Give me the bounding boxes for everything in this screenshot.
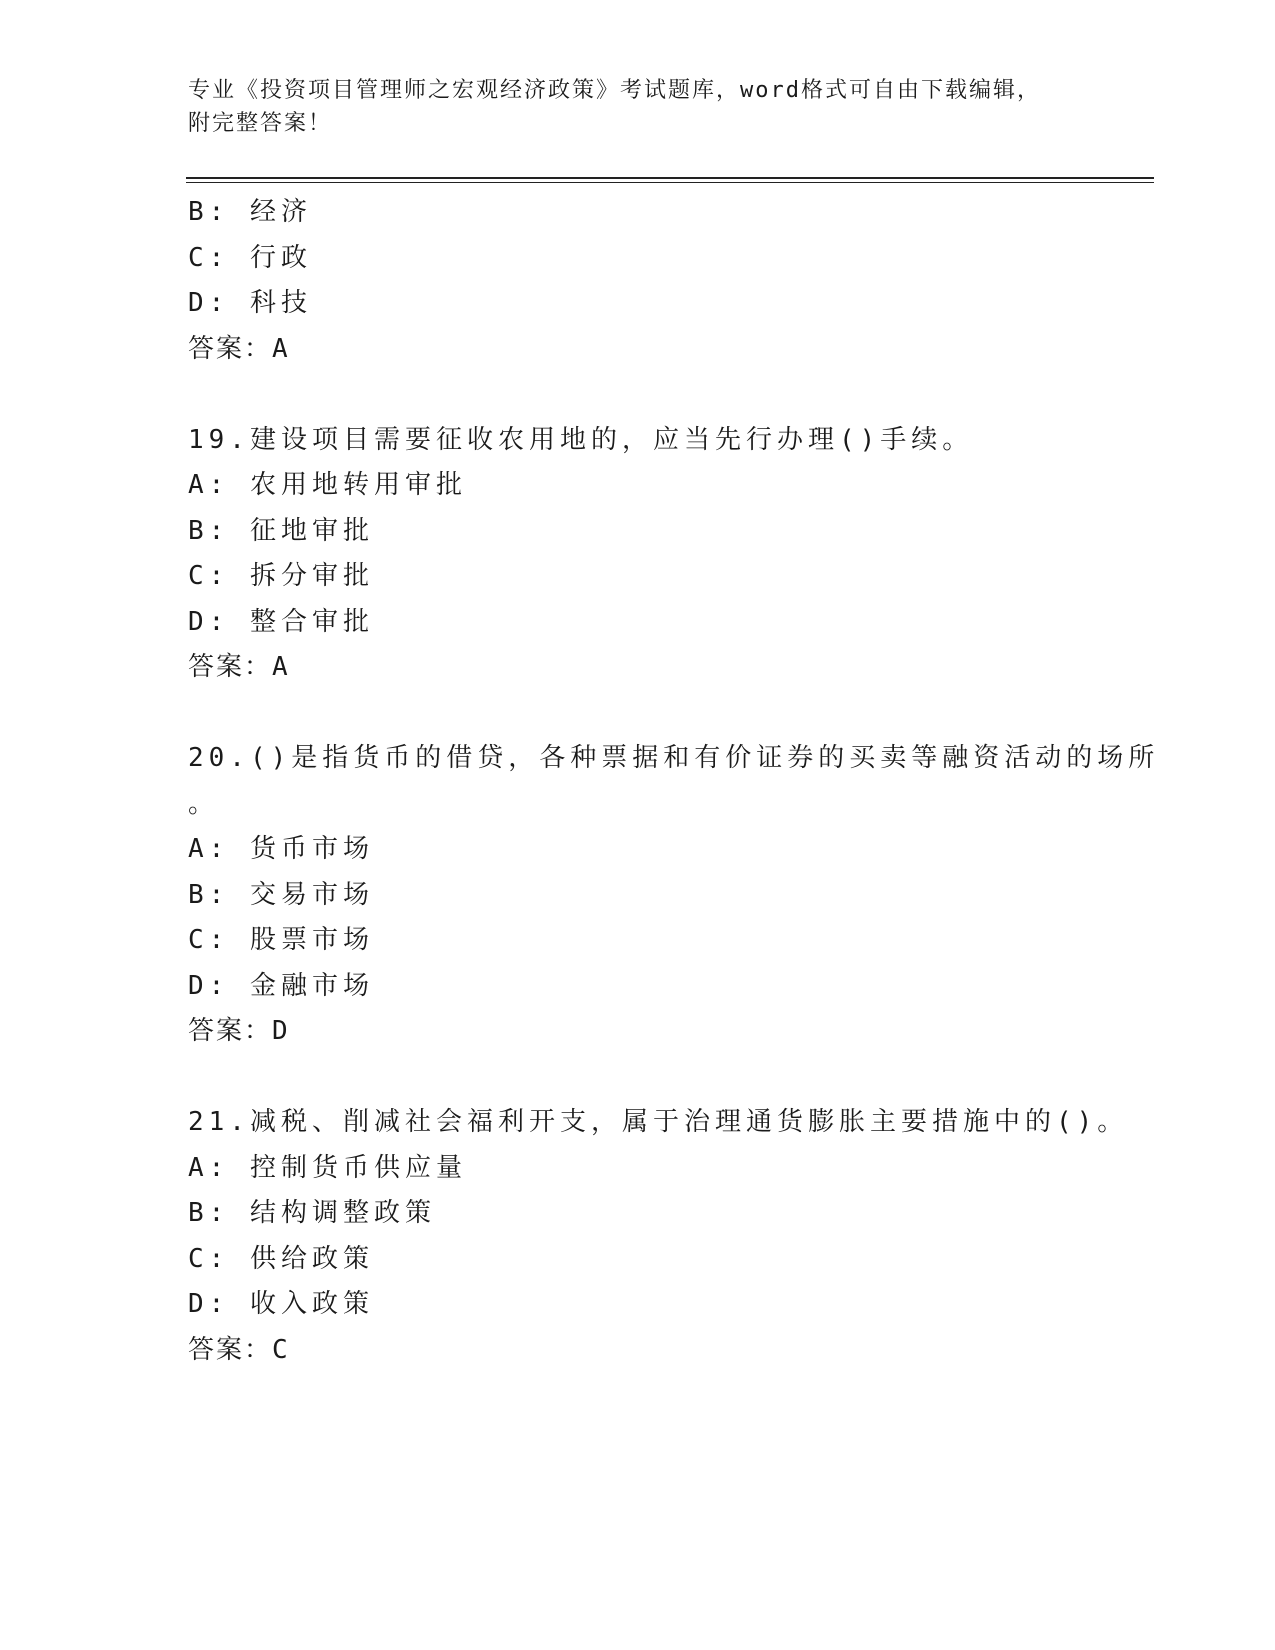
header-rule-thick <box>186 177 1154 179</box>
spacer <box>188 691 1088 737</box>
option-d: D: 收入政策 <box>188 1289 374 1319</box>
question-block-19 <box>188 418 1088 691</box>
answer-line: 答案：A <box>188 652 290 682</box>
option-d: D: 科技 <box>188 288 312 318</box>
option-b: B: 结构调整政策 <box>188 1198 436 1228</box>
option-c: C: 股票市场 <box>188 925 374 955</box>
option-b: B: 经济 <box>188 197 312 227</box>
question-block-20 <box>188 736 1160 1055</box>
option-b: B: 征地审批 <box>188 515 374 546</box>
header-rule-thin <box>186 182 1154 183</box>
prev-question-block <box>188 190 1088 372</box>
answer-line: 答案：C <box>188 1334 290 1365</box>
answer-line: 答案：A <box>188 333 290 364</box>
question-body <box>188 190 1160 1373</box>
question-stem: 21.减税、削减社会福利开支，属于治理通货膨胀主要措施中的()。 <box>188 1107 1129 1137</box>
option-a: A: 货币市场 <box>188 834 374 864</box>
option-c: C: 拆分审批 <box>188 561 374 591</box>
question-block-21 <box>188 1100 1129 1373</box>
option-a: A: 农用地转用审批 <box>188 470 467 500</box>
question-stem-continued: 。 <box>188 788 220 819</box>
option-c: C: 供给政策 <box>188 1243 374 1274</box>
option-c: C: 行政 <box>188 242 312 273</box>
option-d: D: 整合审批 <box>188 606 374 637</box>
question-stem: 20.()是指货币的借贷，各种票据和有价证券的买卖等融资活动的场所 <box>188 743 1160 773</box>
option-d: D: 金融市场 <box>188 970 374 1001</box>
option-a: A: 控制货币供应量 <box>188 1152 467 1183</box>
option-b: B: 交易市场 <box>188 879 374 910</box>
spacer <box>188 372 1088 418</box>
spacer <box>188 1055 1088 1101</box>
question-stem: 19.建设项目需要征收农用地的，应当先行办理()手续。 <box>188 424 974 455</box>
answer-line: 答案：D <box>188 1016 290 1046</box>
page-header: 专业《投资项目管理师之宏观经济政策》考试题库，word格式可自由下载编辑， 附完整答案！ <box>188 78 1041 136</box>
